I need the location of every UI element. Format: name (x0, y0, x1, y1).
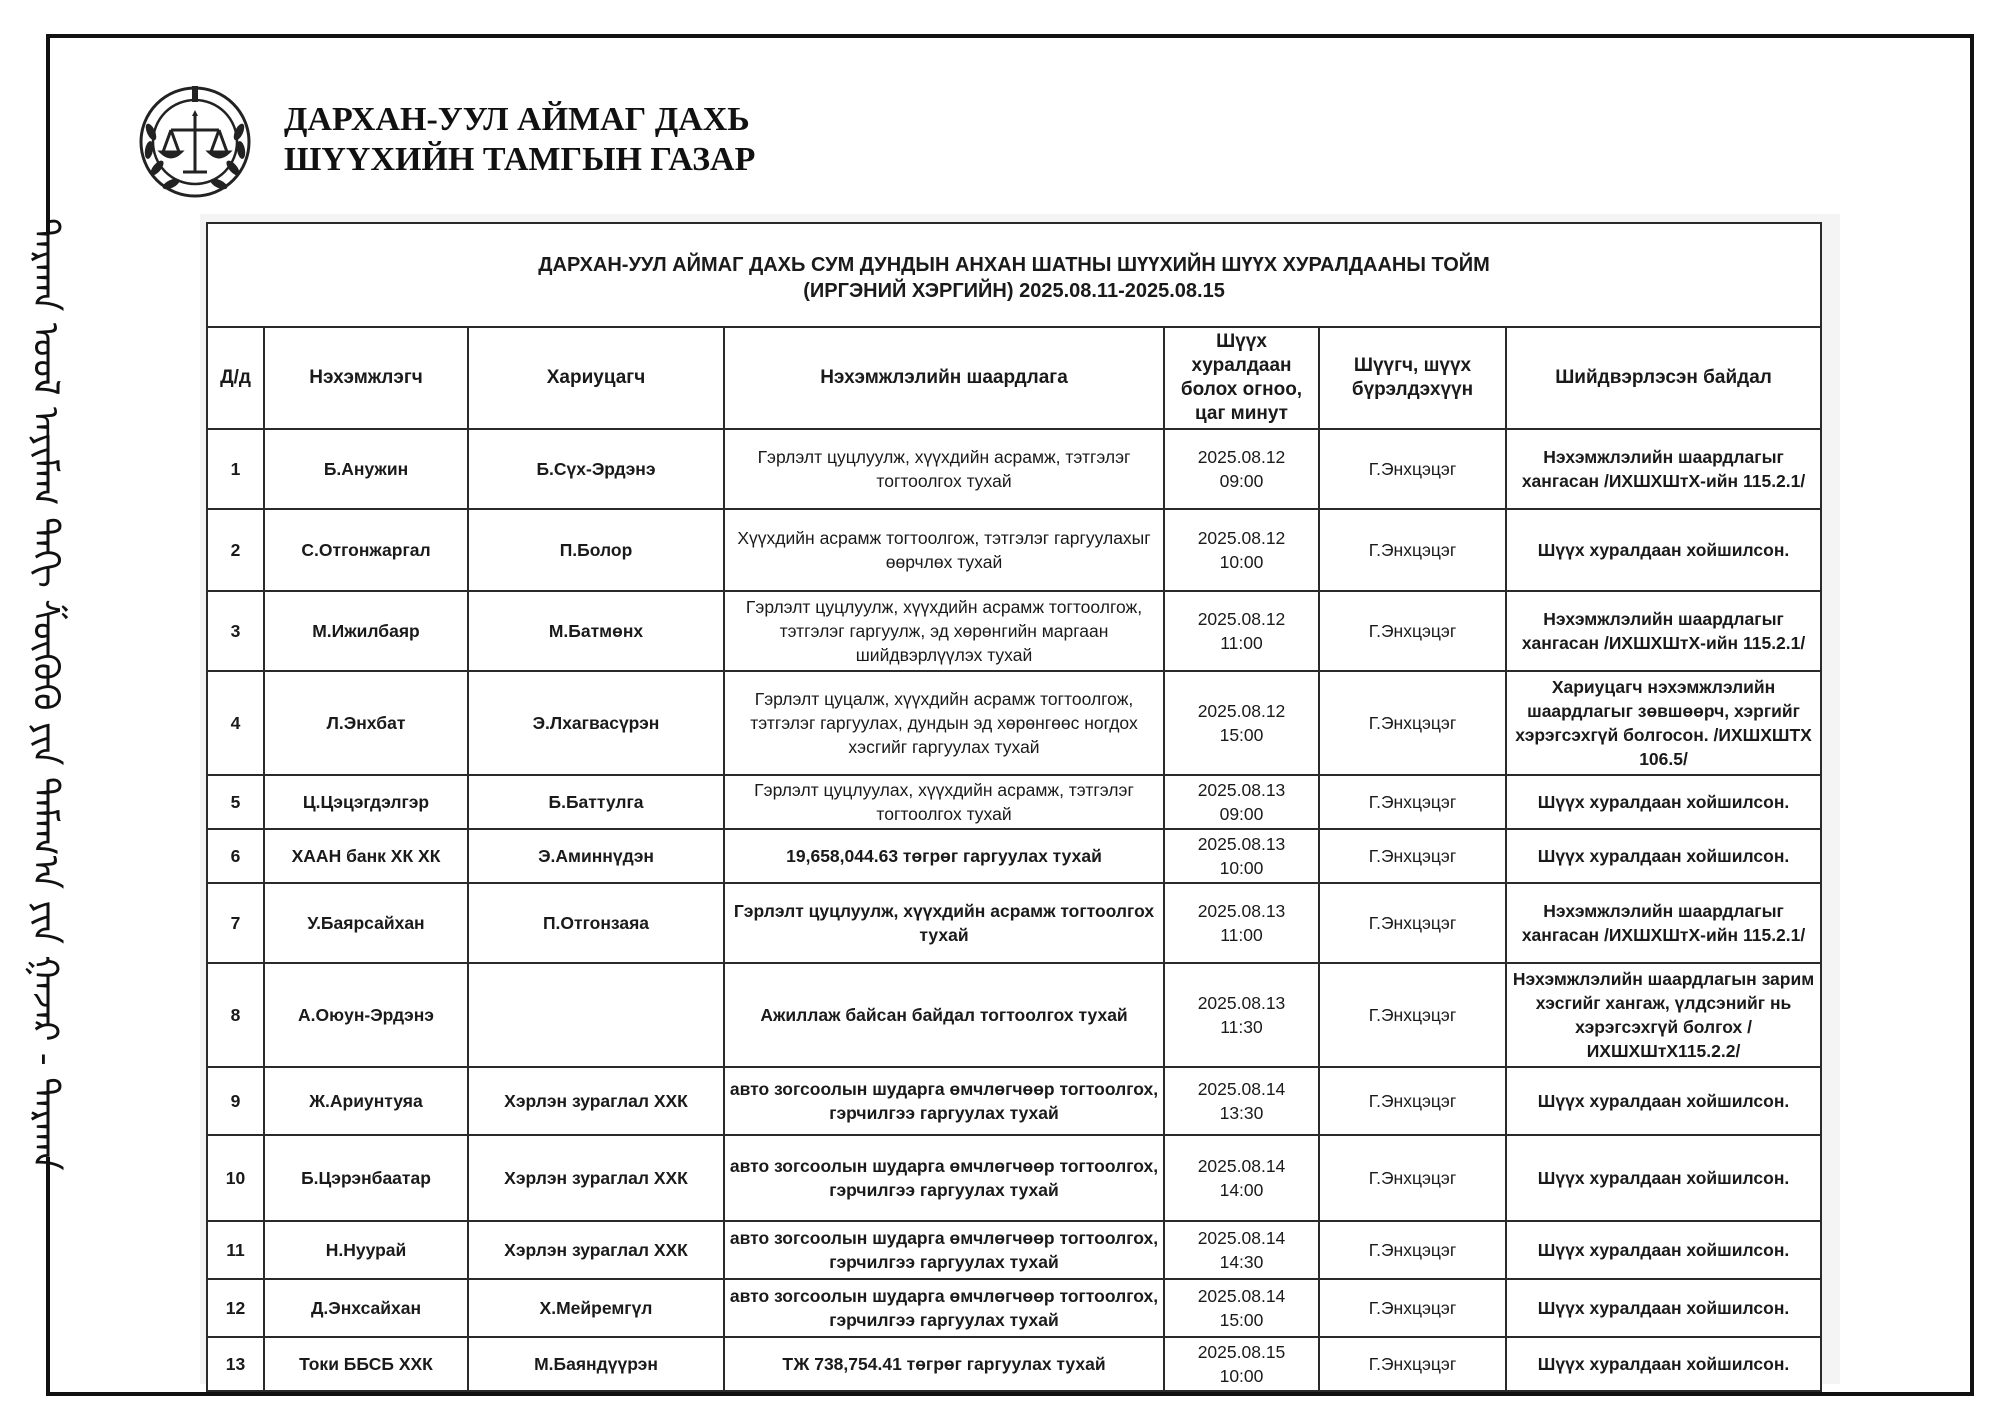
cell-judge: Г.Энхцэцэг (1319, 775, 1506, 829)
cell-judge: Г.Энхцэцэг (1319, 1337, 1506, 1391)
hearing-time: 10:00 (1219, 552, 1264, 572)
hearing-time: 11:00 (1220, 925, 1263, 945)
hearing-time: 10:00 (1219, 858, 1264, 878)
cell-defendant: Хэрлэн зураглал ХХК (468, 1135, 724, 1221)
cell-decision: Нэхэмжлэлийн шаардлагыг хангасан /ИХШХШтХ-ийн 115.2.1/ (1506, 591, 1821, 671)
cell-plaintiff: ХААН банк ХК ХК (264, 829, 468, 883)
cell-plaintiff: М.Ижилбаяр (264, 591, 468, 671)
hearing-schedule-table (206, 222, 1822, 1392)
cell-number: 8 (207, 963, 264, 1067)
hearing-date: 2025.08.12 (1197, 447, 1286, 467)
cell-date (1164, 883, 1319, 963)
cell-claim: авто зогсоолын шударга өмчлөгчөөр тогтоолгох, гэрчилгээ гаргуулах тухай (724, 1221, 1164, 1279)
cell-claim: авто зогсоолын шударга өмчлөгчөөр тогтоолгох, гэрчилгээ гаргуулах тухай (724, 1279, 1164, 1337)
hearing-date: 2025.08.15 (1197, 1342, 1286, 1362)
cell-defendant: М.Батмөнх (468, 591, 724, 671)
cell-defendant: П.Болор (468, 509, 724, 591)
cell-claim: Гэрлэлт цуцалж, хүүхдийн асрамж тогтоолгож, тэтгэлэг гаргуулах, дундын эд хөрөнгөөс ногдох хэсгийг гаргуулах тухай (724, 671, 1164, 775)
table-row (207, 1135, 1821, 1221)
cell-decision: Шүүх хуралдаан хойшилсон. (1506, 1221, 1821, 1279)
cell-defendant: Хэрлэн зураглал ХХК (468, 1067, 724, 1135)
cell-plaintiff: Л.Энхбат (264, 671, 468, 775)
table-row (207, 963, 1821, 1067)
cell-number: 1 (207, 429, 264, 509)
table-row (207, 1067, 1821, 1135)
hearing-time: 15:00 (1219, 725, 1264, 745)
cell-defendant: Х.Мейремгүл (468, 1279, 724, 1337)
cell-claim: авто зогсоолын шударга өмчлөгчөөр тогтоолгох, гэрчилгээ гаргуулах тухай (724, 1135, 1164, 1221)
cell-plaintiff: Токи ББСБ ХХК (264, 1337, 468, 1391)
cell-decision: Хариуцагч нэхэмжлэлийн шаардлагыг зөвшөөрч, хэргийг хэрэгсэхгүй болгосон. /ИХШХШТХ 106.5/ (1506, 671, 1821, 775)
cell-claim: Ажиллаж байсан байдал тогтоолгох тухай (724, 963, 1164, 1067)
cell-decision: Нэхэмжлэлийн шаардлагын зарим хэсгийг хангаж, үлдсэнийг нь хэрэгсэхгүй болгох /ИХШХШтХ115.2.2/ (1506, 963, 1821, 1067)
cell-judge: Г.Энхцэцэг (1319, 963, 1506, 1067)
cell-claim: Хүүхдийн асрамж тогтоолгож, тэтгэлэг гаргуулахыг өөрчлөх тухай (724, 509, 1164, 591)
cell-number: 7 (207, 883, 264, 963)
cell-date (1164, 509, 1319, 591)
hearing-date: 2025.08.12 (1197, 609, 1286, 629)
hearing-time: 10:00 (1219, 1366, 1264, 1386)
cell-plaintiff: У.Баярсайхан (264, 883, 468, 963)
hearing-time: 11:00 (1220, 633, 1263, 653)
cell-decision: Шүүх хуралдаан хойшилсон. (1506, 775, 1821, 829)
cell-claim: Гэрлэлт цуцлуулж, хүүхдийн асрамж тогтоолгох тухай (724, 883, 1164, 963)
cell-defendant: Э.Лхагвасүрэн (468, 671, 724, 775)
hearing-date: 2025.08.12 (1197, 528, 1286, 548)
cell-number: 11 (207, 1221, 264, 1279)
table-row (207, 829, 1821, 883)
hearing-date: 2025.08.14 (1197, 1286, 1286, 1306)
table-title-line-1: ДАРХАН-УУЛ АЙМАГ ДАХЬ СУМ ДУНДЫН АНХАН ШАТНЫ ШҮҮХИЙН ШҮҮХ ХУРАЛДААНЫ ТОЙМ (538, 254, 1490, 276)
hearing-date: 2025.08.14 (1197, 1079, 1286, 1099)
table-title-row (207, 223, 1821, 327)
table-row (207, 775, 1821, 829)
cell-judge: Г.Энхцэцэг (1319, 1067, 1506, 1135)
hearing-date: 2025.08.13 (1197, 834, 1286, 854)
cell-claim: 19,658,044.63 төгрөг гаргуулах тухай (724, 829, 1164, 883)
cell-date (1164, 1221, 1319, 1279)
vertical-mongolian-script (2, 218, 88, 1171)
cell-judge: Г.Энхцэцэг (1319, 1135, 1506, 1221)
cell-number: 6 (207, 829, 264, 883)
cell-claim: ТЖ 738,754.41 төгрөг гаргуулах тухай (724, 1337, 1164, 1391)
hearing-time: 14:30 (1219, 1252, 1264, 1272)
cell-plaintiff: Б.Анужин (264, 429, 468, 509)
cell-judge: Г.Энхцэцэг (1319, 883, 1506, 963)
cell-date (1164, 1279, 1319, 1337)
table-title (207, 223, 1821, 327)
hearing-time: 09:00 (1219, 804, 1264, 824)
hearing-time: 15:00 (1219, 1310, 1264, 1330)
cell-date (1164, 1337, 1319, 1391)
cell-judge: Г.Энхцэцэг (1319, 1221, 1506, 1279)
table-row (207, 1221, 1821, 1279)
cell-plaintiff: А.Оюун-Эрдэнэ (264, 963, 468, 1067)
hearing-date: 2025.08.13 (1197, 901, 1286, 921)
cell-decision: Шүүх хуралдаан хойшилсон. (1506, 1135, 1821, 1221)
cell-claim: Гэрлэлт цуцлуулж, хүүхдийн асрамж, тэтгэлэг тогтоолгох тухай (724, 429, 1164, 509)
cell-date (1164, 1067, 1319, 1135)
cell-decision: Шүүх хуралдаан хойшилсон. (1506, 1067, 1821, 1135)
cell-judge: Г.Энхцэцэг (1319, 509, 1506, 591)
cell-number: 9 (207, 1067, 264, 1135)
table-row (207, 1279, 1821, 1337)
hearing-time: 13:30 (1219, 1103, 1264, 1123)
table-row (207, 591, 1821, 671)
table-title-line-2: (ИРГЭНИЙ ХЭРГИЙН) 2025.08.11-2025.08.15 (803, 280, 1225, 302)
cell-date (1164, 775, 1319, 829)
cell-number: 4 (207, 671, 264, 775)
cell-judge: Г.Энхцэцэг (1319, 829, 1506, 883)
column-header-defendant: Хариуцагч (468, 327, 724, 429)
cell-date (1164, 963, 1319, 1067)
hearing-date: 2025.08.14 (1197, 1228, 1286, 1248)
cell-date (1164, 429, 1319, 509)
hearing-date: 2025.08.13 (1197, 780, 1286, 800)
hearing-time: 11:30 (1220, 1017, 1263, 1037)
hearing-time: 14:00 (1219, 1180, 1264, 1200)
cell-number: 10 (207, 1135, 264, 1221)
cell-defendant: Э.Аминнүдэн (468, 829, 724, 883)
organization-title (284, 100, 844, 176)
cell-defendant (468, 963, 724, 1067)
hearing-time: 09:00 (1219, 471, 1264, 491)
table-row (207, 1337, 1821, 1391)
table-row (207, 509, 1821, 591)
cell-defendant: Хэрлэн зураглал ХХК (468, 1221, 724, 1279)
cell-date (1164, 591, 1319, 671)
table-row (207, 671, 1821, 775)
cell-judge: Г.Энхцэцэг (1319, 429, 1506, 509)
cell-defendant: П.Отгонзаяа (468, 883, 724, 963)
cell-judge: Г.Энхцэцэг (1319, 671, 1506, 775)
cell-decision: Нэхэмжлэлийн шаардлагыг хангасан /ИХШХШтХ-ийн 115.2.1/ (1506, 883, 1821, 963)
cell-number: 2 (207, 509, 264, 591)
table-row (207, 429, 1821, 509)
cell-decision: Шүүх хуралдаан хойшилсон. (1506, 829, 1821, 883)
vertical-script-text: ᠳᠠᠷᠬᠠᠨ ᠤᠤᠯ ᠠᠶᠢᠮᠠᠭ ᠲᠠᠬᠢ ᠱᠦᠭᠦᠬᠦ ᠶᠢᠨ ᠲᠠᠮᠠᠭ᠎ᠠ ᠶᠢᠨ ᠭᠠᠵᠠᠷ - ᠳᠠᠷᠬᠠᠨ (24, 218, 66, 1171)
column-header-number: Д/д (207, 327, 264, 429)
cell-judge: Г.Энхцэцэг (1319, 1279, 1506, 1337)
cell-claim: авто зогсоолын шударга өмчлөгчөөр тогтоолгох, гэрчилгээ гаргуулах тухай (724, 1067, 1164, 1135)
cell-plaintiff: Д.Энхсайхан (264, 1279, 468, 1337)
cell-plaintiff: Ж.Ариунтуяа (264, 1067, 468, 1135)
column-header-plaintiff: Нэхэмжлэгч (264, 327, 468, 429)
table-header-row (207, 327, 1821, 429)
cell-claim: Гэрлэлт цуцлуулж, хүүхдийн асрамж тогтоолгож, тэтгэлэг гаргуулж, эд хөрөнгийн маргаан шийдвэрлүүлэх тухай (724, 591, 1164, 671)
hearing-date: 2025.08.13 (1197, 993, 1286, 1013)
cell-date (1164, 671, 1319, 775)
cell-defendant: Б.Баттулга (468, 775, 724, 829)
cell-decision: Шүүх хуралдаан хойшилсон. (1506, 1337, 1821, 1391)
column-header-claim: Нэхэмжлэлийн шаардлага (724, 327, 1164, 429)
cell-date (1164, 1135, 1319, 1221)
hearing-date: 2025.08.12 (1197, 701, 1286, 721)
cell-decision: Нэхэмжлэлийн шаардлагыг хангасан /ИХШХШтХ-ийн 115.2.1/ (1506, 429, 1821, 509)
cell-plaintiff: Ц.Цэцэгдэлгэр (264, 775, 468, 829)
cell-judge: Г.Энхцэцэг (1319, 591, 1506, 671)
cell-defendant: Б.Сүх-Эрдэнэ (468, 429, 724, 509)
cell-decision: Шүүх хуралдаан хойшилсон. (1506, 509, 1821, 591)
column-header-date: Шүүх хуралдаан болох огноо, цаг минут (1164, 327, 1319, 429)
organization-title-line-1: ДАРХАН-УУЛ АЙМАГ ДАХЬ (284, 101, 750, 138)
cell-number: 5 (207, 775, 264, 829)
column-header-decision: Шийдвэрлэсэн байдал (1506, 327, 1821, 429)
cell-defendant: М.Баяндүүрэн (468, 1337, 724, 1391)
column-header-judge: Шүүгч, шүүх бүрэлдэхүүн (1319, 327, 1506, 429)
court-emblem-icon (135, 80, 255, 204)
cell-number: 3 (207, 591, 264, 671)
table-row (207, 883, 1821, 963)
organization-title-line-2: ШҮҮХИЙН ТАМГЫН ГАЗАР (284, 141, 756, 176)
cell-plaintiff: Б.Цэрэнбаатар (264, 1135, 468, 1221)
cell-claim: Гэрлэлт цуцлуулах, хүүхдийн асрамж, тэтгэлэг тогтоолгох тухай (724, 775, 1164, 829)
cell-plaintiff: Н.Нуурай (264, 1221, 468, 1279)
cell-plaintiff: С.Отгонжаргал (264, 509, 468, 591)
cell-date (1164, 829, 1319, 883)
cell-number: 13 (207, 1337, 264, 1391)
cell-number: 12 (207, 1279, 264, 1337)
cell-decision: Шүүх хуралдаан хойшилсон. (1506, 1279, 1821, 1337)
hearing-date: 2025.08.14 (1197, 1156, 1286, 1176)
